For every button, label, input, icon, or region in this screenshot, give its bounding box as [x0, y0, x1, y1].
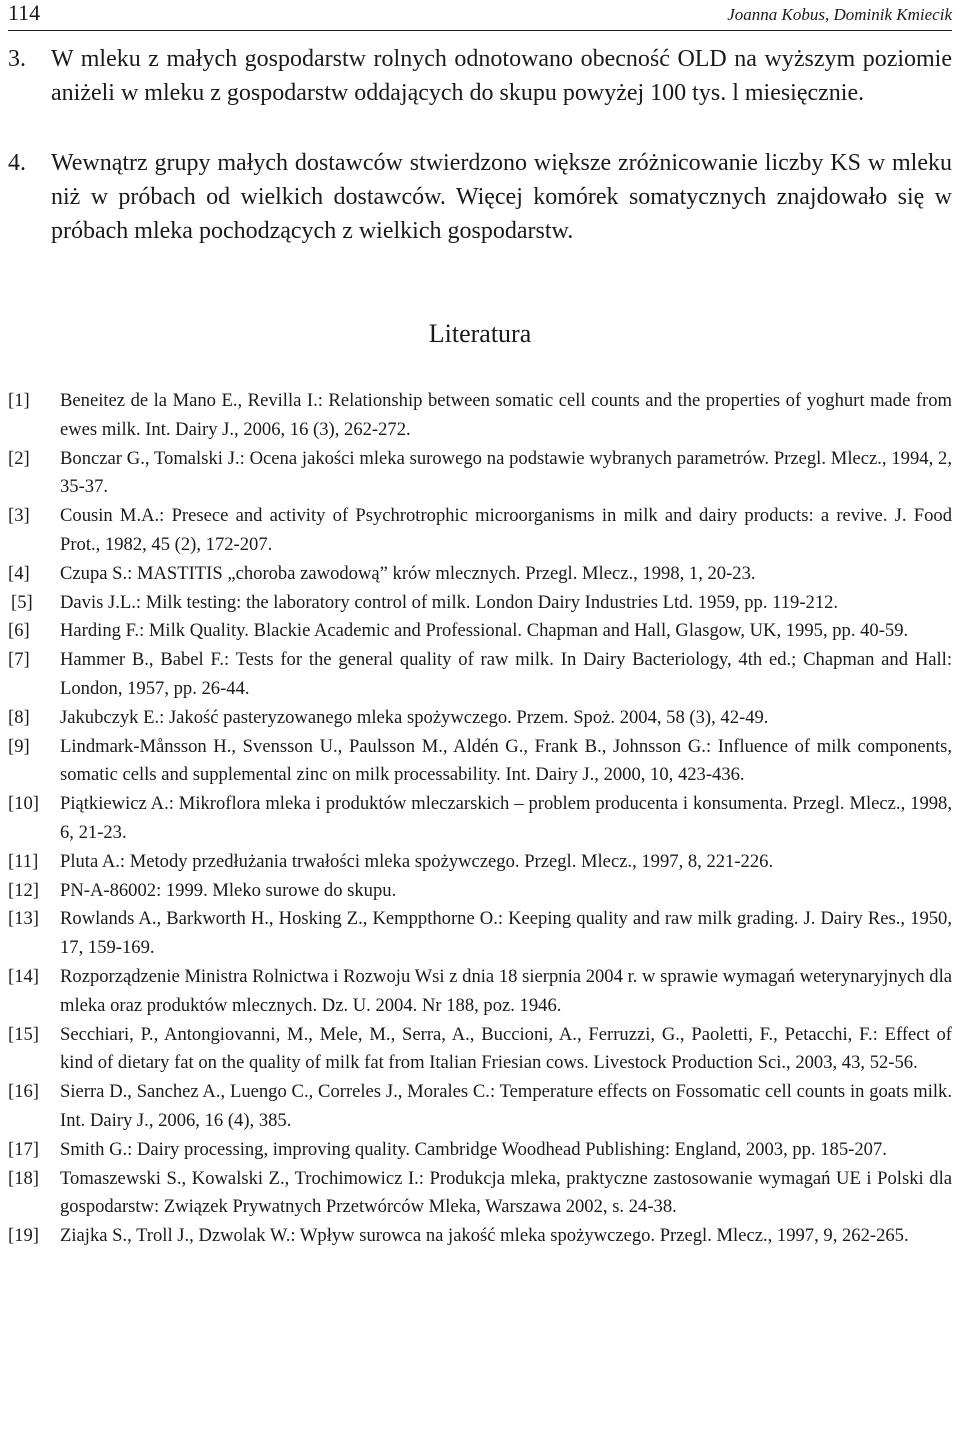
reference-text: Harding F.: Milk Quality. Blackie Academic and Professional. Chapman and Hall, Glasgow, UK, 1995, pp. 40-59.: [60, 620, 909, 642]
reference-item: [8, 646, 952, 704]
reference-number: [16]: [8, 1081, 39, 1103]
reference-list: [8, 387, 952, 1251]
reference-text: PN-A-86002: 1999. Mleko surowe do skupu.: [60, 879, 397, 901]
reference-item: [8, 790, 952, 848]
reference-text: Secchiari, P., Antongiovanni, M., Mele, M., Serra, A., Buccioni, A., Ferruzzi, G., Paoletti, F., Petacchi, F.: Effect of kind of dietary fat on the quality of milk fat from Italian Friesian cows. Livestock Production Sci., 2003, 43, 52-56.: [60, 1023, 952, 1074]
reference-text: Rozporządzenie Ministra Rolnictwa i Rozwoju Wsi z dnia 18 sierpnia 2004 r. w sprawie wymagań weterynaryjnych dla mleka oraz produktów mlecznych. Dz. U. 2004. Nr 188, poz. 1946.: [60, 965, 952, 1016]
reference-text: Jakubczyk E.: Jakość pasteryzowanego mleka spożywczego. Przem. Spoż. 2004, 58 (3), 42-49.: [60, 706, 769, 728]
reference-number: [10]: [8, 793, 39, 815]
reference-text: Cousin M.A.: Presece and activity of Psychrotrophic microorganisms in milk and dairy products: a revive. J. Food Prot., 1982, 45 (2), 172-207.: [60, 505, 952, 555]
reference-item: [8, 1078, 952, 1136]
conclusion-item-4: [8, 146, 952, 248]
running-head-authors: Joanna Kobus, Dominik Kmiecik: [727, 5, 952, 24]
reference-item: [8, 905, 952, 963]
conclusion-text: Wewnątrz grupy małych dostawców stwierdzono większe zróżnicowanie liczby KS w mleku niż w próbach od wielkich dostawców. Więcej komórek somatycznych znajdowało się w próbach mleka pochodzących z wielkich gospodarstw.: [51, 150, 952, 244]
conclusion-number: 3.: [8, 46, 26, 72]
reference-number: [11]: [8, 850, 39, 872]
reference-item: [8, 560, 952, 589]
reference-item: [8, 1165, 952, 1223]
reference-number: [13]: [8, 908, 39, 930]
reference-text: Sierra D., Sanchez A., Luengo C., Correles J., Morales C.: Temperature effects on Fossomatic cell counts in goats milk. Int. Dairy J., 2006, 16 (4), 385.: [60, 1081, 952, 1131]
page-header: [8, 0, 952, 31]
reference-item: [8, 963, 952, 1021]
reference-number: [12]: [8, 879, 39, 901]
reference-text: Rowlands A., Barkworth H., Hosking Z., Kemppthorne O.: Keeping quality and raw milk grading. J. Dairy Res., 1950, 17, 159-169.: [60, 908, 952, 959]
reference-item: [8, 848, 952, 877]
reference-text: Beneitez de la Mano E., Revilla I.: Relationship between somatic cell counts and the properties of yoghurt made from ewes milk. Int. Dairy J., 2006, 16 (3), 262-272.: [60, 390, 952, 440]
reference-item: [8, 617, 952, 646]
reference-item: [8, 733, 952, 791]
reference-number: [7]: [8, 649, 30, 671]
literature-heading: Literatura: [428, 319, 532, 348]
reference-item: [8, 445, 952, 503]
reference-item: [8, 1021, 952, 1079]
reference-number: [5]: [11, 591, 33, 613]
page-number: 114: [8, 0, 41, 25]
reference-text: Czupa S.: MASTITIS „choroba zawodową” krów mlecznych. Przegl. Mlecz., 1998, 1, 20-23.: [60, 562, 756, 584]
conclusion-number: 4.: [8, 150, 26, 176]
reference-text: Hammer B., Babel F.: Tests for the general quality of raw milk. In Dairy Bacteriology, 4th ed.; Chapman and Hall: London, 1957, pp. 26-44.: [60, 649, 952, 699]
reference-number: [8]: [8, 706, 30, 728]
reference-text: Ziajka S., Troll J., Dzwolak W.: Wpływ surowca na jakość mleka spożywczego. Przegl. Mlecz., 1997, 9, 262-265.: [60, 1225, 909, 1247]
reference-item: [8, 704, 952, 733]
reference-item: [8, 589, 952, 618]
reference-text: Smith G.: Dairy processing, improving quality. Cambridge Woodhead Publishing: England, 2003, pp. 185-207.: [60, 1138, 887, 1160]
reference-text: Lindmark-Månsson H., Svensson U., Paulsson M., Aldén G., Frank B., Johnsson G.: Influence of milk components, somatic cells and supplemental zinc on milk processability. Int. Dairy J., 2000, 10, 423-436.: [60, 735, 952, 786]
conclusion-item-3: [8, 42, 952, 110]
reference-number: [9]: [8, 735, 30, 757]
reference-item: [8, 387, 952, 445]
conclusion-text: W mleku z małych gospodarstw rolnych odnotowano obecność OLD na wyższym poziomie aniżeli w mleku z gospodarstw oddających do skupu powyżej 100 tys. l miesięcznie.: [51, 46, 952, 106]
reference-text: Davis J.L.: Milk testing: the laboratory control of milk. London Dairy Industries Ltd. 1959, pp. 119-212.: [60, 591, 839, 613]
reference-number: [15]: [8, 1023, 39, 1045]
reference-number: [17]: [8, 1138, 39, 1160]
reference-item: [8, 502, 952, 560]
reference-number: [2]: [8, 447, 30, 469]
reference-number: [18]: [8, 1167, 39, 1189]
reference-text: Tomaszewski S., Kowalski Z., Trochimowicz I.: Produkcja mleka, praktyczne zastosowanie wymagań UE i Polski dla gospodarstw: Związek Prywatnych Przetwórców Mleka, Warszawa 2002, s. 24-38.: [60, 1167, 952, 1218]
reference-text: Piątkiewicz A.: Mikroflora mleka i produktów mleczarskich – problem producenta i konsumenta. Przegl. Mlecz., 1998, 6, 21-23.: [60, 793, 952, 843]
reference-number: [4]: [8, 562, 30, 584]
reference-item: [8, 1222, 952, 1251]
reference-number: [3]: [8, 505, 30, 527]
reference-text: Bonczar G., Tomalski J.: Ocena jakości mleka surowego na podstawie wybranych parametrów. Przegl. Mlecz., 1994, 2, 35-37.: [60, 447, 952, 498]
reference-item: [8, 1136, 952, 1165]
reference-item: [8, 877, 952, 906]
reference-number: [6]: [8, 620, 30, 642]
reference-number: [19]: [8, 1225, 39, 1247]
reference-text: Pluta A.: Metody przedłużania trwałości mleka spożywczego. Przegl. Mlecz., 1997, 8, 221-226.: [60, 850, 774, 872]
reference-number: [14]: [8, 965, 39, 987]
reference-number: [1]: [8, 390, 30, 411]
